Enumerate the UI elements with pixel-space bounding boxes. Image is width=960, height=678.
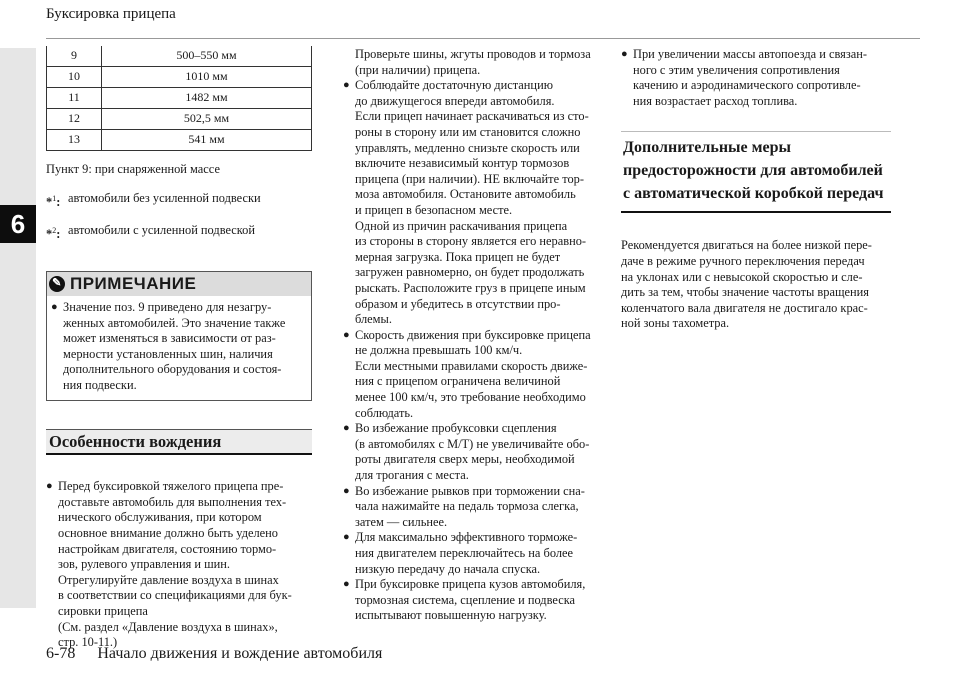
footnote-2 [46, 223, 312, 243]
footnote-marker: *$^2$: [46, 226, 61, 242]
list-item [343, 577, 605, 624]
list-item-text: Во избежание пробуксовки сцепления (в автомобилях с М/Т) не увеличивайте обо- роты двигателя сверх меры, необходимой для трогания с места. [355, 421, 590, 483]
bullet-icon: ● [343, 422, 350, 435]
list-item [343, 530, 605, 577]
table-caption: Пункт 9: при снаряженной массе [46, 162, 220, 176]
list-item: ● При увеличении массы автопоезда и связан- ного с этим увеличения сопротивления качению и аэродинамического сопротивле- ния возрастает расход топлива. [621, 47, 868, 108]
note-box [46, 271, 312, 401]
pencil-icon: ✎ [49, 276, 65, 292]
footnote-1 [46, 191, 312, 211]
note-title: ПРИМЕЧАНИЕ [70, 274, 197, 294]
item-number-cell: 13 [47, 130, 102, 151]
bullet-icon: ● [621, 48, 628, 60]
footnote-text: автомобили без усиленной подвески [68, 190, 261, 205]
bullet-icon: ● [343, 79, 350, 92]
list-item-text: Скорость движения при буксировке прицепа не должна превышать 100 км/ч. Если местными правилами скорость движе- ния с прицепом ограничена величиной менее 100 км/ч, это требование необходимо соблюдать. [355, 327, 591, 420]
bullet-icon: ● [343, 531, 350, 544]
table-row [47, 46, 312, 67]
section-heading-automatic: Дополнительные меры предосторожности для автомобилей с автоматической коробкой передач [621, 131, 891, 213]
column-right [621, 47, 891, 332]
list-item [343, 421, 605, 483]
footnote-text: автомобили с усиленной подвеской [68, 223, 256, 238]
note-text: Значение поз. 9 приведено для незагру- женных автомобилей. Это значение также может изменяться в зависимости от раз- мерности установленных шин, наличия дополнительного оборудования и состоя- ния подвески. [63, 300, 286, 392]
dimension-table [46, 46, 312, 151]
item-number-cell: 12 [47, 109, 102, 130]
list-item-text: Соблюдайте достаточную дистанцию до движущегося впереди автомобиля. Если прицеп начинает раскачиваться из сто- роны в сторону или им становится сложно управлять, медленно снизьте скорость или включите независимый контур тормозов прицепа (при наличии). НЕ включайте тор- моза автомобиля. Остановите автомобиль и прицеп в безопасном месте. Одной из причин раскачивания прицепа из стороны в сторону является его неравно- мерная загрузка. Пока прицеп не будет загружен равномерно, он будет продолжать рыскать. Расположите груз в прицепе иным образом и убедитесь в отсутствии про- блемы. [355, 78, 589, 327]
list-item: ● Перед буксировкой тяжелого прицепа пре- доставьте автомобиль для выполнения тех- нического обслуживания, при котором основное внимание должно быть уделено настройкам двигателя, состоянию тормо- зов, рулевого управления и шин. Отрегулируйте давление воздуха в шинах в соответствии со спецификациями для бук- сировки прицепа (См. раздел «Давление воздуха в шинах», стр. 10-11.) [46, 479, 292, 650]
bullet-icon: ● [343, 578, 350, 591]
automatic-paragraph: Рекомендуется двигаться на более низкой пере- даче в режиме ручного переключения передач на уклонах или с невысокой скоростью и сле- дить за тем, чтобы значение частоты вращения коленчатого вала двигателя не достигало крас- ной зоны тахометра. [621, 238, 872, 331]
note-header [47, 272, 311, 296]
side-margin-band [0, 48, 36, 608]
section-heading-driving: Особенности вождения [46, 429, 312, 456]
table-row [47, 67, 312, 88]
continued-paragraph: Проверьте шины, жгуты проводов и тормоза (при наличии) прицепа. [355, 47, 591, 77]
note-body [47, 296, 311, 400]
list-item [343, 78, 605, 328]
running-header: Буксировка прицепа [46, 6, 176, 22]
header-rule [46, 38, 920, 39]
table-row [47, 88, 312, 109]
table-row [47, 130, 312, 151]
list-item-text: При буксировке прицепа кузов автомобиля, тормозная система, сцепление и подвеска испытывают повышенную нагрузку. [355, 577, 586, 623]
dimension-value-cell: 500–550 мм [102, 46, 312, 67]
footnote-marker: *$^1$: [46, 193, 61, 209]
list-item-text: Во избежание рывков при торможении сна- чала нажимайте на педаль тормоза слегка, затем — сильнее. [355, 483, 585, 529]
note-bullet [51, 300, 307, 394]
list-item-text: Для максимально эффективного торможе- ния двигателем переключайтесь на более низкую передачу до начала спуска. [355, 530, 578, 576]
bullet-icon: ● [46, 480, 53, 493]
dimension-value-cell: 502,5 мм [102, 109, 312, 130]
dimension-value-cell: 1010 мм [102, 67, 312, 88]
item-number-cell: 10 [47, 67, 102, 88]
dimension-value-cell: 1482 мм [102, 88, 312, 109]
dimension-value-cell: 541 мм [102, 130, 312, 151]
bullet-icon: ● [51, 301, 58, 314]
footer-section-title: Начало движения и вождение автомобиля [97, 645, 383, 662]
driving-tips-list [343, 78, 605, 624]
item-number-cell: 11 [47, 88, 102, 109]
list-item [343, 484, 605, 531]
chapter-tab: 6 [0, 205, 36, 243]
page-footer [46, 645, 400, 663]
item-number-cell: 9 [47, 46, 102, 67]
bullet-icon: ● [343, 484, 350, 497]
list-item [343, 328, 605, 422]
bullet-icon: ● [343, 328, 350, 341]
column-middle [343, 47, 605, 624]
table-row [47, 109, 312, 130]
column-left [46, 46, 312, 651]
page-number: 6-78 [46, 645, 76, 662]
